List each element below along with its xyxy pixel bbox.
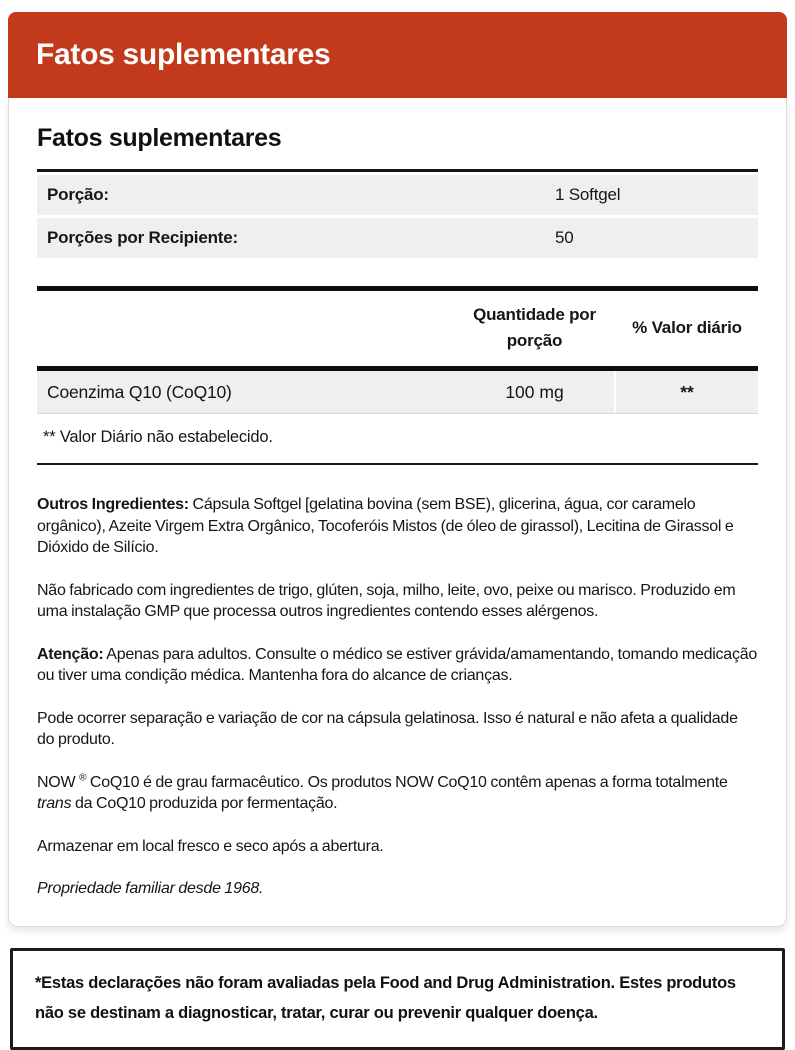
serving-size-label: Porção: (47, 185, 109, 204)
nutrient-table (37, 286, 758, 465)
nutrient-name: Coenzima Q10 (CoQ10) (37, 371, 455, 413)
registered-trademark-symbol: ® (79, 772, 87, 784)
storage-paragraph: Armazenar em local fresco e seco após a abertura. (37, 837, 384, 855)
supplement-facts-banner (8, 12, 787, 98)
other-ingredients-text: Cápsula Softgel [gelatina bovina (sem BSE), glicerina, água, cor caramelo orgânico), Azeite Virgem Extra Orgânico, Tocoferóis Mistos (de óleo de girassol), Lecitina de Girassol e Dióxido de Silício. (37, 496, 734, 556)
divider-rule (37, 169, 758, 172)
quality-paragraph (37, 772, 758, 815)
panel-heading: Fatos suplementares (37, 124, 282, 152)
info-paragraphs (37, 494, 758, 900)
banner-title: Fatos suplementares (36, 38, 331, 71)
warning-text: Apenas para adultos. Consulte o médico se estiver grávida/amamentando, tomando medicação ou tiver uma condição médica. Mantenha fora do alcance de crianças. (37, 645, 757, 684)
quality-text-end: da CoQ10 produzida por fermentação. (71, 795, 338, 812)
table-header-row (37, 291, 758, 366)
quality-text-mid: CoQ10 é de grau farmacêutico. Os produtos NOW CoQ10 contêm apenas a forma totalmente (86, 773, 728, 791)
nutrient-daily-value: ** (616, 371, 758, 413)
brand-name: NOW (37, 773, 76, 791)
header-daily-value: % Valor diário (632, 317, 742, 337)
servings-per-container-row (37, 218, 758, 258)
supplement-facts-panel (8, 98, 787, 927)
fda-disclaimer-box (10, 948, 785, 1050)
fda-disclaimer-text: *Estas declarações não foram avaliadas pela Food and Drug Administration. Estes produtos não se destinam a diagnosticar, tratar, curar ou prevenir qualquer doença. (35, 974, 736, 1022)
serving-size-value: 1 Softgel (555, 185, 621, 204)
servings-per-container-label: Porções por Recipiente: (47, 228, 238, 247)
table-bottom-rule (37, 463, 758, 465)
family-owned-paragraph: Propriedade familiar desde 1968. (37, 880, 264, 897)
warning-paragraph (37, 644, 758, 687)
nutrient-amount: 100 mg (455, 371, 614, 413)
other-ingredients-label: Outros Ingredientes: (37, 496, 189, 513)
servings-per-container-value: 50 (555, 228, 574, 247)
allergen-paragraph: Não fabricado com ingredientes de trigo, glúten, soja, milho, leite, ovo, peixe ou marisco. Produzido em uma instalação GMP que processa outros ingredientes contendo esses alérgenos. (37, 581, 736, 620)
serving-size-row (37, 175, 758, 215)
header-amount-per-serving: Quantidade por porção (473, 305, 596, 350)
table-row (37, 371, 758, 414)
daily-value-footnote: ** Valor Diário não estabelecido. (43, 428, 273, 446)
trans-italic: trans (37, 795, 72, 812)
capsule-note-paragraph: Pode ocorrer separação e variação de cor na cápsula gelatinosa. Isso é natural e não afeta a qualidade do produto. (37, 709, 738, 748)
warning-label: Atenção: (37, 645, 104, 663)
other-ingredients-paragraph (37, 494, 758, 559)
